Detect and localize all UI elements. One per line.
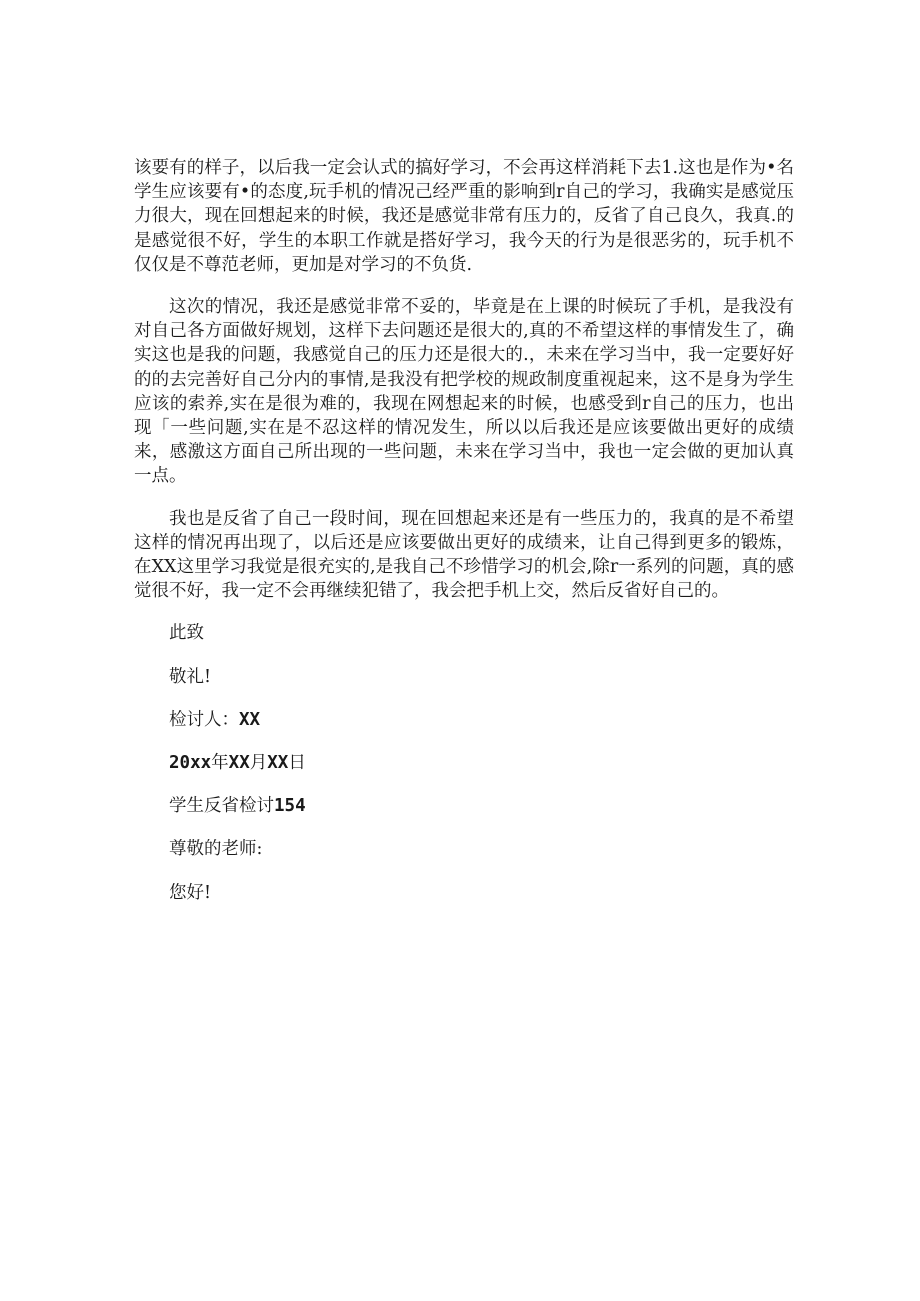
line-gap [134,732,794,751]
signature-date [134,751,794,775]
line-gap [134,818,794,837]
line-gap [134,646,794,665]
next-document-title [134,794,794,818]
next-title-text: 学生反省检讨 [169,796,274,817]
paragraph-2-text: 这次的情况，我还是感觉非常不妥的，毕竟是在上课的时候玩了手机，是我没有对自己各方面做好规划，这样下去问题还是很大的,真的不希望这样的事情发生了，确实这也是我的问题，我感觉自己的压力还是很大的.，未来在学习当中，我一定要好好的的去完善好自己分内的事情,是我没有把学校的规政制度重视起来，这不是身为学生应该的索养,实在是很为难的，我现在网想起来的时候，也感受到r自己的压力，也出现「一些问题,实在是不忍这样的情况发生，所以以后我还是应该要做出更好的成绩来，感激这方面自己所出现的一些问题，未来在学习当中，我也一定会做的更加认真一点。 [134,297,794,487]
paragraph-gap [134,603,794,621]
date-day: XX [267,753,289,774]
next-greeting: 尊敬的老师: [169,839,263,860]
paragraph-1-text: 该要有的样子，以后我一定会认式的搞好学习，不会再这样消耗下去1.这也是作为•名学生应该要有•的态度,玩手机的情况己经严重的影响到r自己的学习，我确实是感觉压力很大，现在回想起来的时候，我还是感觉非常有压力的，反省了自己良久，我真.的是感觉很不好，学生的本职工作就是搭好学习，我今天的行为是很恶劣的，玩手机不仅仅是不尊范老师，更加是对学习的不负货. [134,158,794,275]
paragraph-gap [134,277,794,295]
reviewer-signature [134,708,794,732]
next-title-number: 154 [274,796,306,817]
closing-salutation: 此致 [169,623,204,644]
line-gap [134,689,794,708]
paragraph-gap [134,489,794,507]
reviewer-name: XX [239,709,261,730]
closing-respect: 敬礼! [169,666,212,687]
paragraph-1 [134,156,794,277]
line-gap [134,775,794,794]
date-month-unit: 月 [249,753,268,774]
date-month: XX [228,753,250,774]
date-year: 20xx [169,753,212,774]
date-year-unit: 年 [211,753,229,774]
line-gap [134,862,794,881]
reviewer-label: 检讨人： [169,709,239,730]
paragraph-3 [134,507,794,604]
paragraph-2 [134,295,794,489]
next-hello: 您好! [169,882,212,903]
paragraph-3-text: 我也是反省了自己一段时间，现在回想起来还是有一些压力的，我真的是不希望这样的情况再出现了，以后还是应该要做出更好的成绩来，让自己得到更多的锻炼，在XX这里学习我觉是很充实的,是我自己不珍惜学习的机会,除r一系列的问题，真的感觉很不好，我一定不会再继续犯错了，我会把手机上交，然后反省好自己的。 [134,508,794,602]
document-body [134,156,794,905]
date-day-unit: 日 [288,753,306,774]
